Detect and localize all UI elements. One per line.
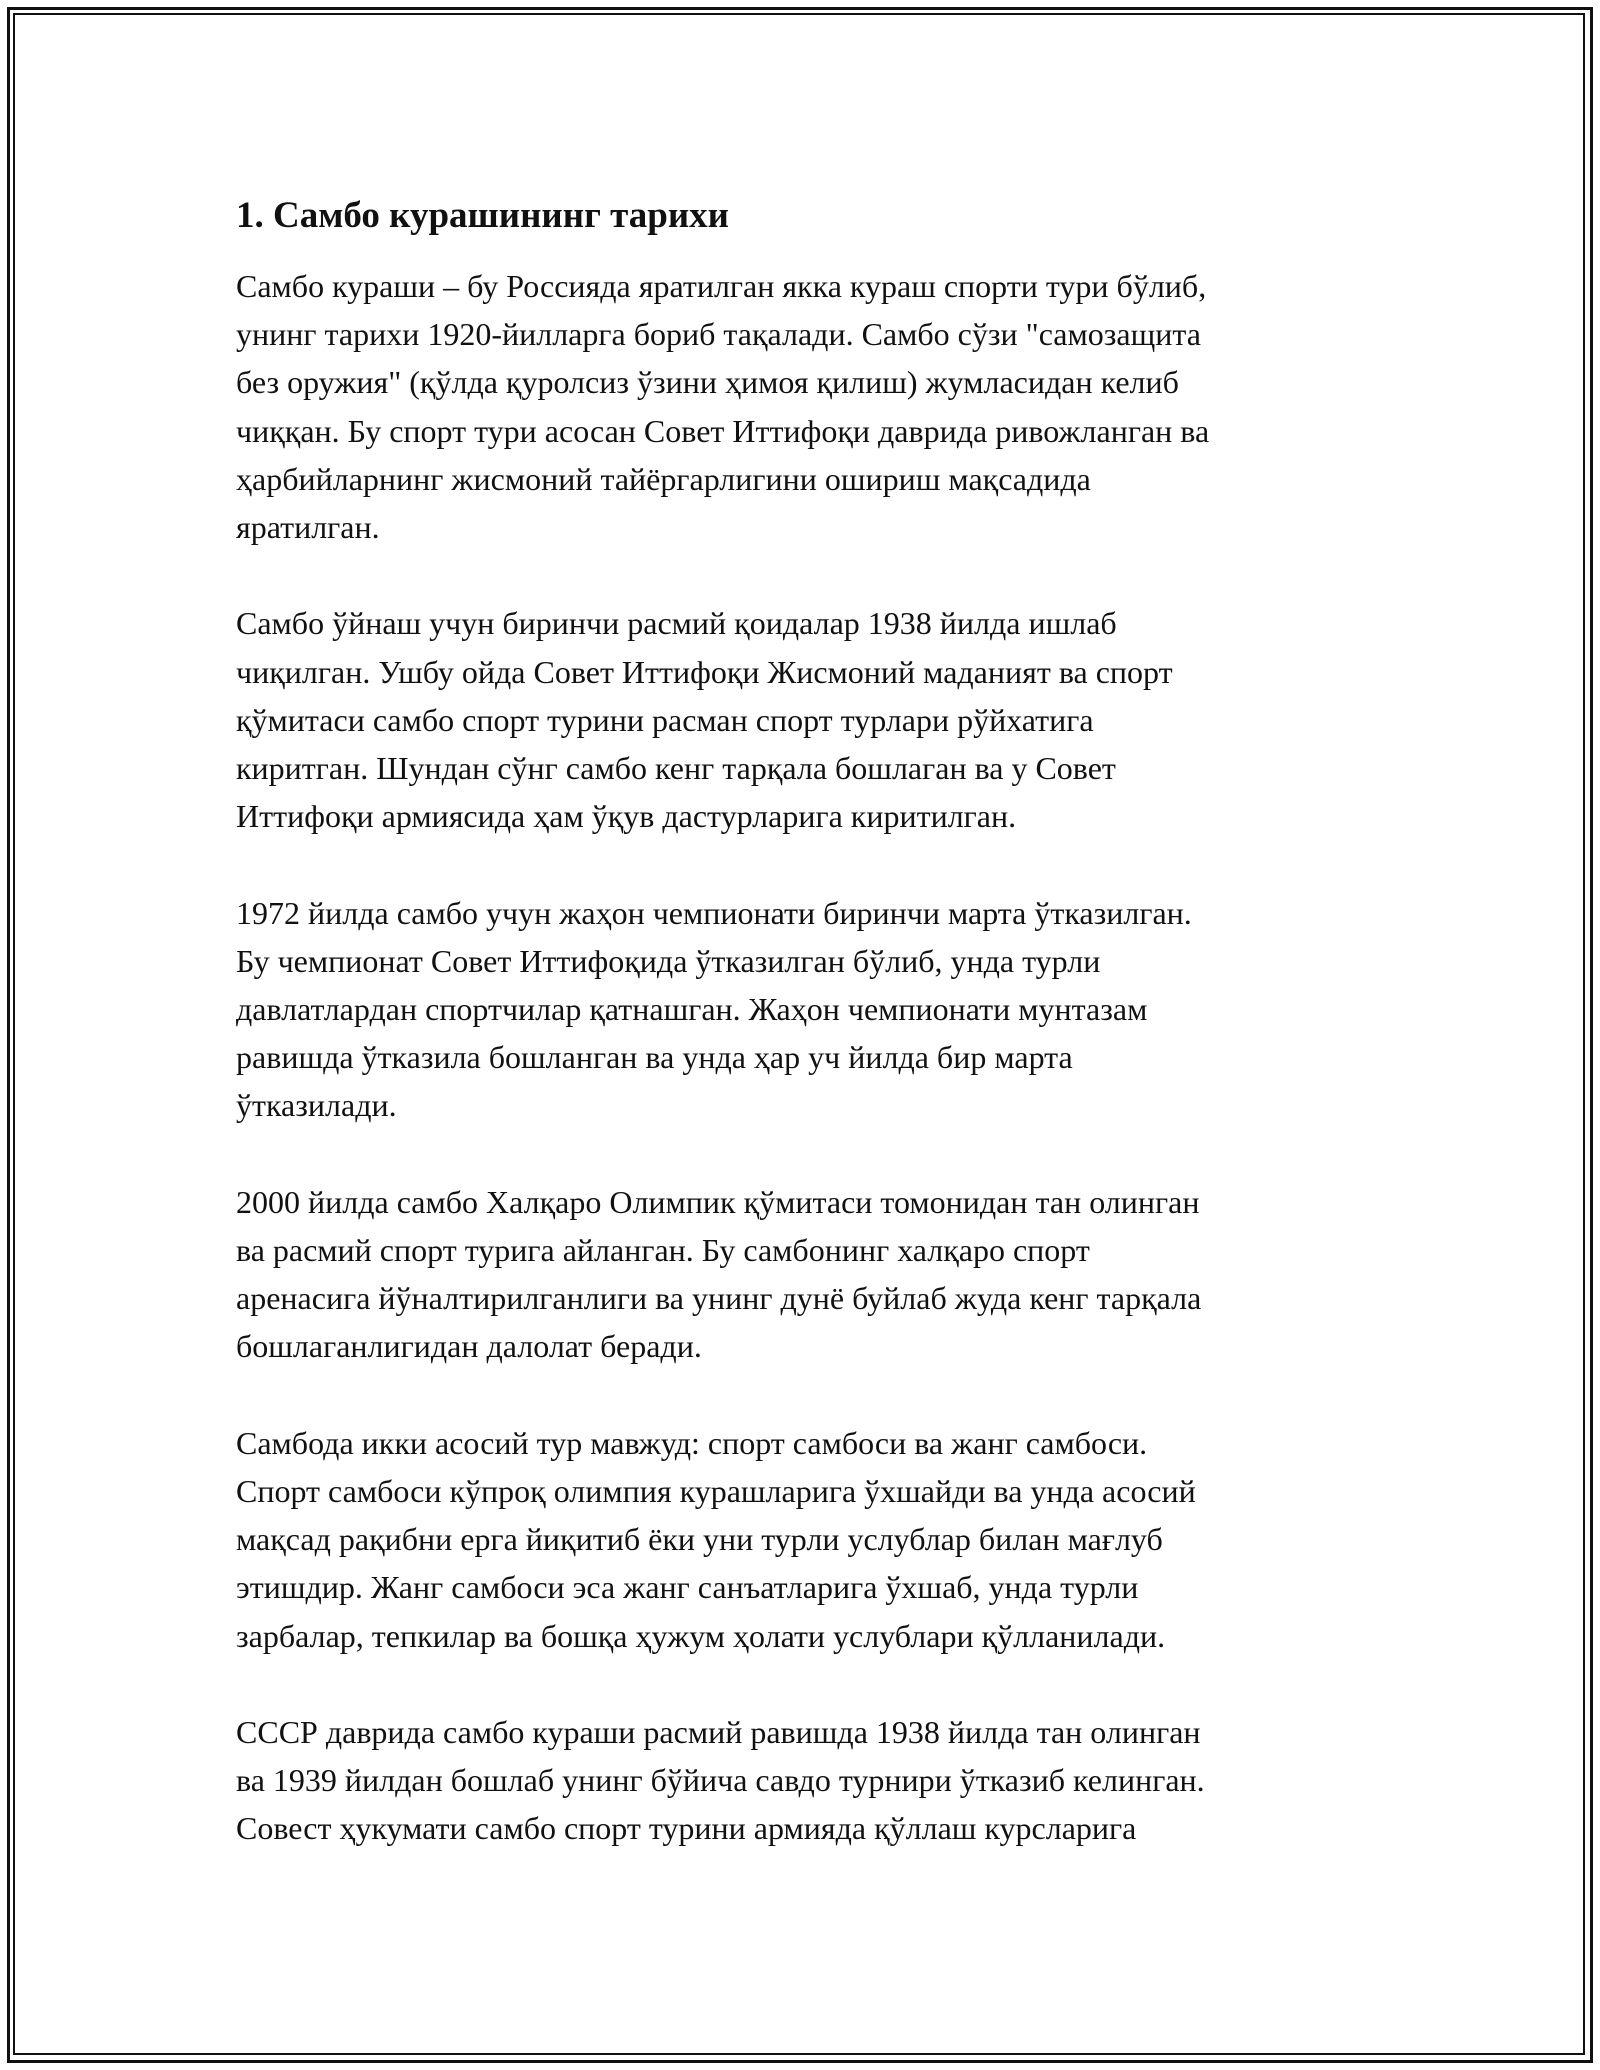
paragraph-origin	[236, 262, 1366, 551]
text-line: қўмитаси самбо спорт турини расман спорт турлари рўйхатига	[236, 701, 1094, 738]
text-line: ҳарбийларнинг жисмоний тайёргарлигини ошириш мақсадида	[236, 460, 1091, 497]
paragraph-ussr-period	[236, 1708, 1366, 1853]
text-line: зарбалар, тепкилар ва бошқа ҳужум ҳолати услублари қўлланилади.	[236, 1617, 1166, 1654]
text-line: без оружия" (қўлда қуролсиз ўзини ҳимоя қилиш) жумласидан келиб	[236, 364, 1179, 401]
paragraph-world-championship	[236, 889, 1366, 1130]
text-line: равишда ўтказила бошланган ва унда ҳар уч йилда бир марта	[236, 1039, 1073, 1076]
text-line: СССР даврида самбо кураши расмий равишда 1938 йилда тан олинган	[236, 1714, 1201, 1751]
text-line: Спорт самбоси кўпроқ олимпия курашларига ўхшайди ва унда асосий	[236, 1473, 1196, 1510]
text-line: этишдир. Жанг самбоси эса жанг санъатларига ўхшаб, унда турли	[236, 1569, 1139, 1606]
text-line: Самбо кураши – бу Россияда яратилган якка кураш спорти тури бўлиб,	[236, 268, 1207, 304]
text-line: унинг тарихи 1920-йилларга бориб тақалади. Самбо сўзи "самозащита	[236, 316, 1201, 353]
section-heading: 1. Самбо курашининг тарихи	[236, 195, 729, 236]
text-line: Бу чемпионат Совет Иттифоқида ўтказилган бўлиб, унда турли	[236, 942, 1101, 979]
text-line: Иттифоқи армиясида ҳам ўқув дастурларига киритилган.	[236, 798, 1017, 835]
text-line: 1972 йилда самбо учун жаҳон чемпионати биринчи марта ўтказилган.	[236, 894, 1192, 931]
text-line: Совест ҳукумати самбо спорт турини армияда қўллаш курсларига	[236, 1810, 1137, 1847]
text-line: Самбо ўйнаш учун биринчи расмий қоидалар 1938 йилда ишлаб	[236, 605, 1117, 642]
paragraph-olympic-recognition	[236, 1178, 1366, 1371]
paragraph-first-rules	[236, 599, 1366, 840]
text-line: ва расмий спорт турига айланган. Бу самбонинг халқаро спорт	[236, 1232, 1090, 1269]
text-line: киритган. Шундан сўнг самбо кенг тарқала бошлаган ва у Совет	[236, 750, 1116, 787]
text-line: чиқилган. Ушбу ойда Совет Иттифоқи Жисмоний маданият ва спорт	[236, 653, 1173, 690]
paragraph-sambo-types	[236, 1419, 1366, 1660]
text-line: яратилган.	[236, 509, 380, 546]
text-line: 2000 йилда самбо Халқаро Олимпик қўмитаси томонидан тан олинган	[236, 1183, 1200, 1220]
text-line: мақсад рақибни ерга йиқитиб ёки уни турли услублар билан мағлуб	[236, 1521, 1163, 1558]
text-line: бошлаганлигидан далолат беради.	[236, 1328, 702, 1365]
text-line: аренасига йўналтирилганлиги ва унинг дунё буйлаб жуда кенг тарқала	[236, 1280, 1202, 1317]
text-line: давлатлардан спортчилар қатнашган. Жаҳон чемпионати мунтазам	[236, 991, 1148, 1028]
text-line: Самбода икки асосий тур мавжуд: спорт самбоси ва жанг самбоси.	[236, 1424, 1148, 1461]
text-line: ва 1939 йилдан бошлаб унинг бўйича савдо турнири ўтказиб келинган.	[236, 1762, 1205, 1799]
document-body	[236, 180, 1366, 1901]
text-line: ўтказилади.	[236, 1087, 397, 1124]
text-line: чиққан. Бу спорт тури асосан Совет Иттифоқи даврида ривожланган ва	[236, 412, 1210, 449]
